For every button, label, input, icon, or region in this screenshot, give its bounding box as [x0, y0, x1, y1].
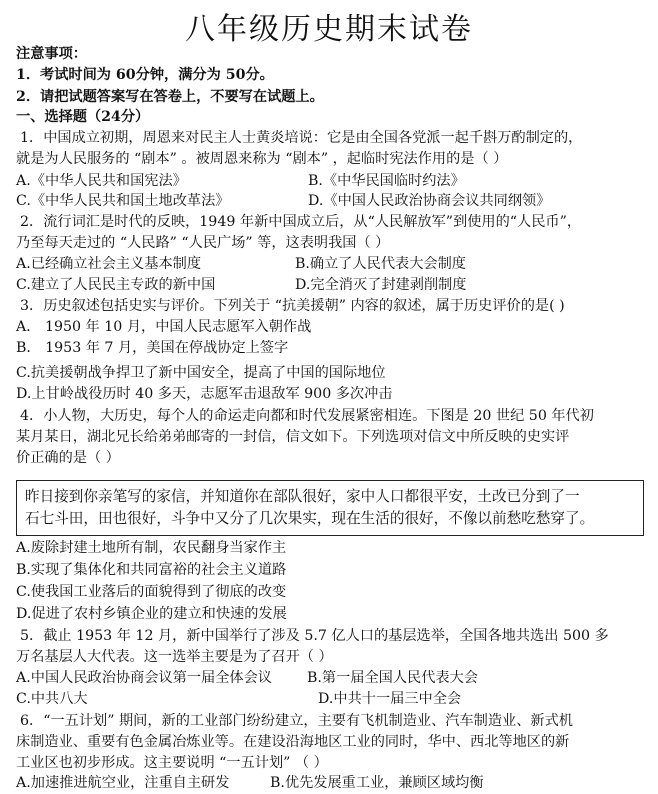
letter-box: [16, 480, 644, 536]
note-item-2: 2．请把试题答案写在答卷上，不要写在试题上。: [16, 89, 324, 105]
question-4-option-d: D.促进了农村乡镇企业的建立和快速的发展: [16, 606, 287, 622]
question-2-option-b: B.确立了人民代表大会制度: [295, 256, 466, 272]
question-4-option-c: C.使我国工业落后的面貌得到了彻底的改变: [16, 584, 287, 600]
question-2-option-d: D.完全消灭了封建剥削制度: [295, 277, 467, 293]
question-2-stem-line-2: 乃至每天走过的 “人民路” “人民广场” 等，这表明我国（ ）: [16, 235, 390, 251]
letter-line-1: 昨日接到你亲笔写的家信，并知道你在部队很好，家中人口都很平安，土改已分到了一: [25, 488, 580, 505]
question-5-stem-line-2: 万名基层人大代表。这一选举主要是为了召开（ ）: [16, 649, 333, 665]
question-2-option-a: A.已经确立社会主义基本制度: [16, 256, 202, 272]
question-1-stem-line-1: 1．中国成立初期，周恩来对民主人士黄炎培说：它是由全国各党派一起千斟万酌制定的，: [20, 130, 583, 146]
notes-heading: 注意事项：: [16, 46, 87, 62]
page-title: 八年级历史期末试卷: [185, 12, 473, 47]
question-3-option-d: D.上甘岭战役历时 40 多天，志愿军击退敌军 900 多次冲击: [16, 386, 393, 402]
question-1-option-a: A.《中华人民共和国宪法》: [16, 173, 187, 189]
question-2-stem-line-1: 2．流行词汇是时代的反映，1949 年新中国成立后，从“人民解放军”到使用的“人民币”，: [20, 214, 582, 230]
question-4-stem-line-3: 价正确的是（ ）: [16, 450, 120, 466]
question-4-stem-line-2: 某月某日，湖北兄长给弟弟邮寄的一封信，信文如下。下列选项对信文中所反映的史实评: [16, 429, 570, 445]
question-6-stem-line-2: 床制造业、重要有色金属冶炼业等。在建设沿海地区工业的同时，华中、西北等地区的新: [16, 734, 570, 750]
letter-line-2: 石七斗田，田也很好，斗争中又分了几次果实，现在生活的很好，不像以前愁吃愁穿了。: [25, 510, 595, 527]
question-1-option-b: B.《中华民国临时约法》: [308, 173, 465, 189]
question-1-option-d: D.《中国人民政治协商会议共同纲领》: [308, 193, 551, 209]
question-5-stem-line-1: 5．截止 1953 年 12 月，新中国举行了涉及 5.7 亿人口的基层选举，全国各地共选出 500 多: [20, 628, 609, 644]
question-6-stem-line-3: 工业区也初步形成。这主要说明 “一五计划” （ ）: [16, 755, 328, 771]
question-2-option-c: C.建立了人民民主专政的新中国: [16, 277, 216, 293]
question-5-option-c: C.中共八大: [16, 691, 88, 707]
question-5-option-d: D.中共十一届三中全会: [318, 691, 462, 707]
question-6-stem-line-1: 6．“一五计划” 期间，新的工业部门纷纷建立，主要有飞机制造业、汽车制造业、新式机: [20, 713, 573, 729]
question-4-stem-line-1: 4．小人物，大历史，每个人的命运走向都和时代发展紧密相连。下图是 20 世纪 50 年代初: [20, 408, 594, 424]
question-1-option-c: C.《中华人民共和国土地改革法》: [16, 193, 230, 209]
question-6-option-a: A.加速推进航空业，注重自主研发: [16, 775, 230, 791]
question-3-stem-line-1: 3．历史叙述包括史实与评价。下列关于 “抗美援朝” 内容的叙述，属于历史评价的是( ): [20, 298, 565, 314]
question-4-option-a: A.废除封建土地所有制，农民翻身当家作主: [16, 540, 287, 556]
question-4-option-b: B.实现了集体化和共同富裕的社会主义道路: [16, 562, 287, 578]
question-5-option-b: B.第一届全国人民代表大会: [307, 670, 478, 686]
section-heading: 一、选择题（24分）: [16, 109, 150, 125]
question-6-option-b: B.优先发展重工业，兼顾区域均衡: [270, 775, 484, 791]
question-1-stem-line-2: 就是为人民服务的 “剧本” 。被周恩来称为 “剧本” ，起临时宪法作用的是（ ）: [16, 151, 508, 167]
question-3-option-c: C.抗美援朝战争捍卫了新中国安全，提高了中国的国际地位: [16, 365, 386, 381]
question-3-option-a: A． 1950 年 10 月，中国人民志愿军入朝作战: [16, 319, 312, 335]
question-3-option-b: B． 1953 年 7 月，美国在停战协定上签字: [16, 340, 289, 356]
note-item-1: 1．考试时间为 60分钟，满分为 50分。: [16, 67, 274, 83]
question-5-option-a: A.中国人民政治协商会议第一届全体会议: [16, 670, 272, 686]
